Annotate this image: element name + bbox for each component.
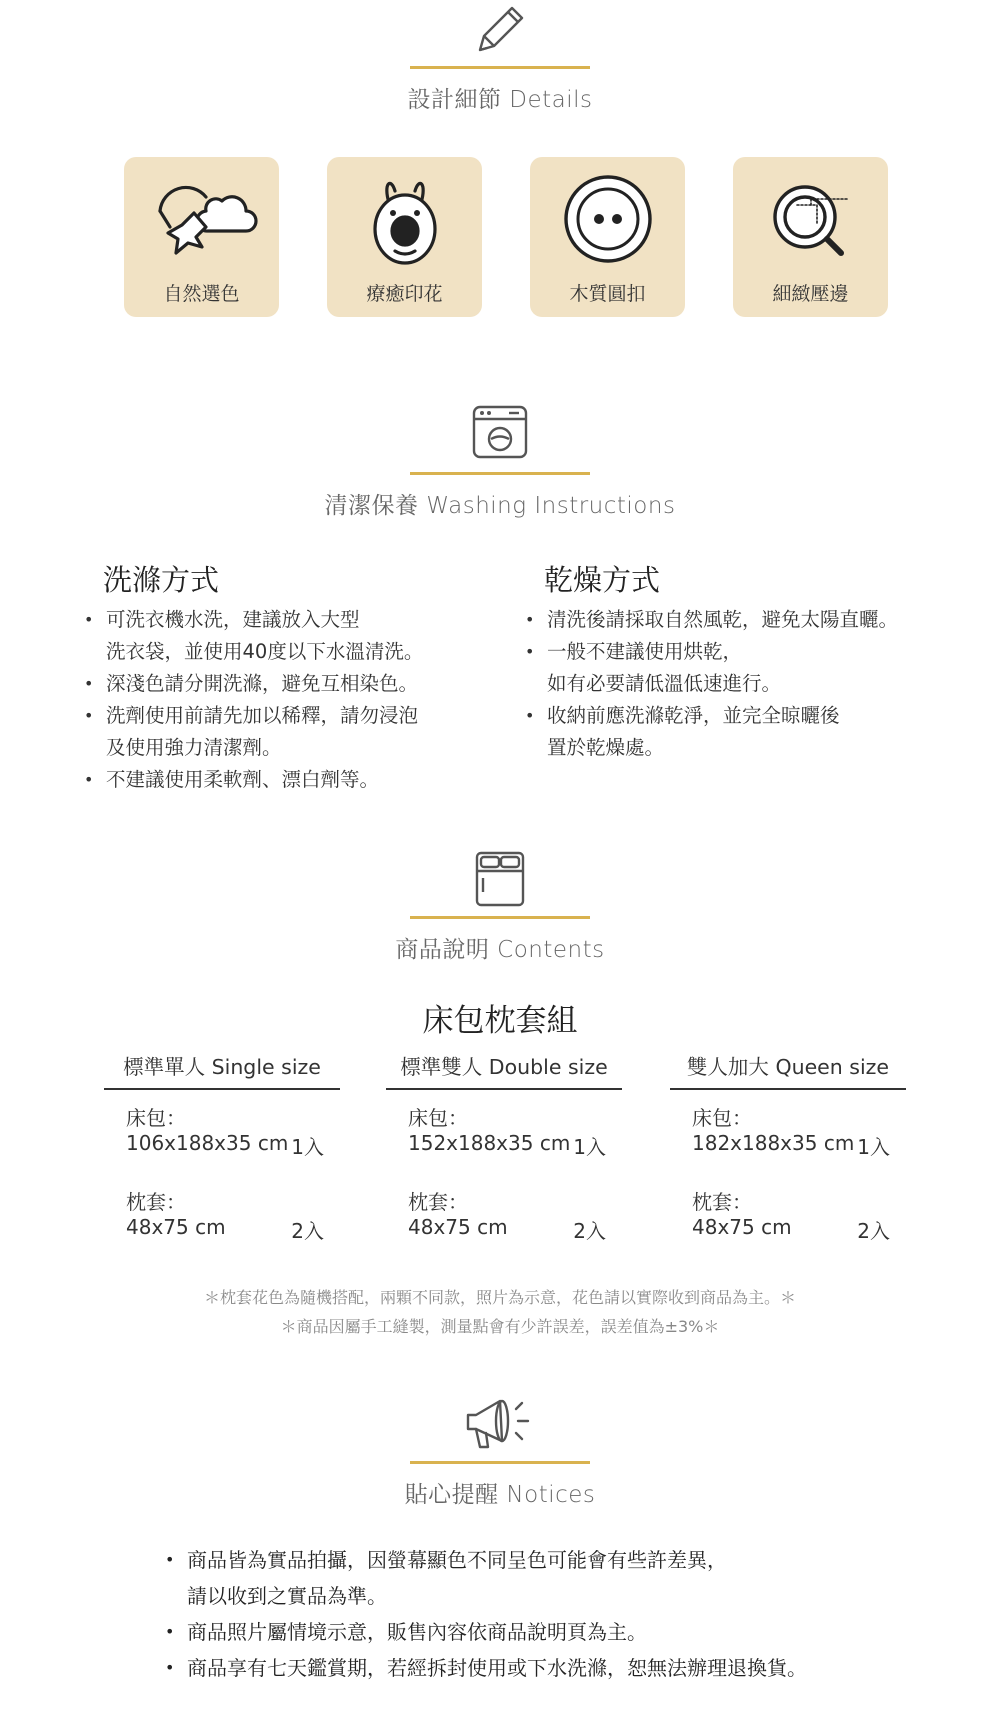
wash-method-heading: 洗滌方式 [103,563,220,597]
size-name: 雙人加大 Queen size [670,1050,906,1090]
size-double [386,1050,622,1244]
list-item: • 清洗後請採取自然風乾，避免太陽直曬。 [529,604,898,636]
notices-list [165,1542,807,1686]
list-item: • 收納前應洗滌乾淨，並完全晾曬後 置於乾燥處。 [529,700,898,764]
case-dim: 48x75 cm [408,1215,508,1239]
dry-method-list [529,604,898,764]
case-label: 枕套： [126,1190,186,1214]
button-icon [552,171,664,271]
size-name: 標準雙人 Double size [386,1050,622,1090]
sheet-qty: 1入 [573,1135,606,1159]
sheet-label: 床包： [692,1106,752,1130]
case-qty: 2入 [857,1219,890,1243]
case-row [104,1215,340,1244]
bunny-face-icon [349,171,461,271]
card-label: 療癒印花 [366,283,443,305]
case-label: 枕套： [692,1190,752,1214]
sheet-label: 床包： [408,1106,468,1130]
sheet-dim: 106x188x35 cm [126,1131,289,1155]
washing-header [0,404,1000,520]
size-name: 標準單人 Single size [104,1050,340,1090]
list-item: • 洗劑使用前請先加以稀釋，請勿浸泡 及使用強力清潔劑。 [88,700,423,764]
card-label: 木質圓扣 [569,283,646,305]
contents-title: 商品說明 Contents [395,937,605,963]
gold-divider [410,916,590,919]
contents-notes [0,1283,1000,1341]
card-label: 自然選色 [163,283,240,305]
sheet-label: 床包： [126,1106,186,1130]
list-item: • 深淺色請分開洗滌，避免互相染色。 [88,668,423,700]
card-healing-print [327,157,482,317]
case-qty: 2入 [573,1219,606,1243]
size-queen [670,1050,906,1244]
washing-machine-icon [471,404,529,460]
gold-divider [410,1461,590,1464]
list-item: • 一般不建議使用烘乾， 如有必要請低溫低速進行。 [529,636,898,700]
case-label: 枕套： [408,1190,468,1214]
bed-icon [474,850,526,908]
product-title: 床包枕套組 [422,1003,578,1039]
gold-divider [410,472,590,475]
note-line: ＊枕套花色為隨機搭配，兩顆不同款，照片為示意，花色請以實際收到商品為主。＊ [203,1288,796,1307]
wash-method-list [88,604,423,796]
megaphone-icon [462,1393,538,1455]
list-item: • 商品皆為實品拍攝，因螢幕顯色不同呈色可能會有些許差異， 請以收到之實品為準。 [165,1542,807,1614]
list-item: • 商品享有七天鑑賞期，若經拆封使用或下水洗滌，恕無法辦理退換貨。 [165,1650,807,1686]
dry-method-heading: 乾燥方式 [544,563,661,597]
washing-title: 清潔保養 Washing Instructions [324,493,676,519]
gold-divider [410,66,590,69]
contents-header [0,850,1000,964]
pencil-icon [470,0,530,58]
details-cards [124,157,888,317]
card-label: 細緻壓邊 [772,283,849,305]
card-wood-button [530,157,685,317]
card-fine-edge [733,157,888,317]
sheet-row [670,1131,906,1160]
magnifier-icon [755,171,867,271]
list-item: • 商品照片屬情境示意，販售內容依商品說明頁為主。 [165,1614,807,1650]
sheet-row [386,1131,622,1160]
case-row [670,1215,906,1244]
case-dim: 48x75 cm [126,1215,226,1239]
case-qty: 2入 [291,1219,324,1243]
sheet-dim: 182x188x35 cm [692,1131,855,1155]
details-title: 設計細節 Details [407,87,593,113]
notices-header [0,1393,1000,1509]
sheet-qty: 1入 [291,1135,324,1159]
details-header [0,0,1000,114]
case-dim: 48x75 cm [692,1215,792,1239]
sheet-dim: 152x188x35 cm [408,1131,571,1155]
case-row [386,1215,622,1244]
notices-title: 貼心提醒 Notices [404,1482,596,1508]
size-single [104,1050,340,1244]
sheet-qty: 1入 [857,1135,890,1159]
sheet-row [104,1131,340,1160]
list-item: • 不建議使用柔軟劑、漂白劑等。 [88,764,423,796]
weather-cloud-sun-icon [146,171,258,271]
note-line: ＊商品因屬手工縫製，測量點會有少許誤差，誤差值為±3%＊ [280,1317,720,1336]
list-item: • 可洗衣機水洗，建議放入大型 洗衣袋，並使用40度以下水溫清洗。 [88,604,423,668]
card-natural-color [124,157,279,317]
